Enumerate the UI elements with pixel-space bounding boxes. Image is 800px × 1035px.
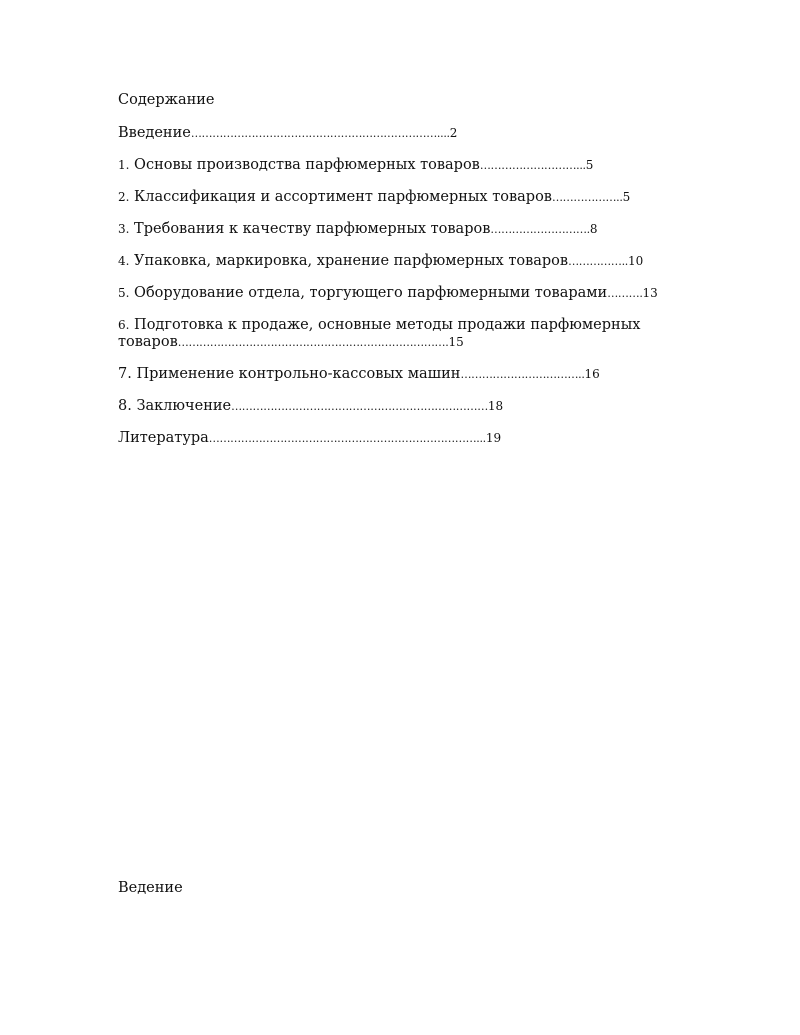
toc-leader-dots: …………………………………………………………………... xyxy=(208,432,486,445)
toc-page-number: 16 xyxy=(584,367,600,381)
toc-entry-text: 8. Заключение xyxy=(118,398,232,414)
toc-page-number: 5 xyxy=(622,190,631,204)
toc-entry-number: 3. xyxy=(118,222,130,236)
toc-page-number: 13 xyxy=(642,286,658,300)
toc-entry-6 xyxy=(118,317,678,351)
toc-entry-introduction xyxy=(118,125,678,142)
toc-leader-dots: ………………………... xyxy=(479,159,586,172)
toc-entry-3 xyxy=(118,221,678,238)
toc-entry-number: 4. xyxy=(118,254,130,268)
toc-entry-text: Основы производства парфюмерных товаров xyxy=(129,157,480,173)
toc-entry-7 xyxy=(118,366,678,383)
toc-page-number: 8 xyxy=(589,222,598,236)
toc-entry-text: Литература xyxy=(118,430,209,446)
toc-page-number: 2 xyxy=(449,126,458,140)
toc-page-number: 5 xyxy=(585,158,594,172)
toc-entry-1 xyxy=(118,157,678,174)
toc-entry-text: Классификация и ассортимент парфюмерных товаров xyxy=(129,189,552,205)
toc-leader-dots: ……………………………………………………………… xyxy=(231,400,488,413)
toc-page-number: 18 xyxy=(487,399,504,413)
section-heading: Ведение xyxy=(118,880,183,896)
toc-leader-dots: ………………………. xyxy=(490,223,590,236)
toc-entry-number: 5. xyxy=(118,286,130,300)
toc-page-number: 10 xyxy=(627,254,644,268)
toc-entry-5 xyxy=(118,285,678,302)
toc-entry-number: 1. xyxy=(118,158,130,172)
toc-page-number: 15 xyxy=(448,335,464,349)
toc-entry-text: 7. Применение контрольно-кассовых машин xyxy=(118,366,461,382)
toc-entry-2 xyxy=(118,189,678,206)
toc-entry-4 xyxy=(118,253,678,270)
toc-entry-text: Требования к качеству парфюмерных товаров xyxy=(129,221,491,237)
toc-leader-dots: …………………………….. xyxy=(460,368,585,381)
toc-leader-dots: ………. xyxy=(607,287,643,300)
toc-entry-text: Подготовка к продаже, основные методы продажи парфюмерных товаров xyxy=(118,317,641,350)
toc-entry-text: Упаковка, маркировка, хранение парфюмерных товаров xyxy=(129,253,569,269)
toc-leader-dots: ……………….. xyxy=(551,191,623,204)
toc-leader-dots: …………………………………………………………………. xyxy=(177,336,449,349)
toc-page-number: 19 xyxy=(485,431,502,445)
toc-entry-text: Оборудование отдела, торгующего парфюмерными товарами xyxy=(129,285,608,301)
toc-leader-dots: …………………………………………………………….... xyxy=(190,127,450,140)
toc-entry-number: 2. xyxy=(118,190,130,204)
toc-entry-number: 6. xyxy=(118,318,130,332)
toc-entry-literature xyxy=(118,430,678,447)
table-of-contents xyxy=(118,125,678,462)
toc-entry-text: Введение xyxy=(118,125,191,141)
toc-entry-8 xyxy=(118,398,678,415)
toc-leader-dots: …………….. xyxy=(568,255,628,268)
toc-title: Содержание xyxy=(118,92,215,108)
